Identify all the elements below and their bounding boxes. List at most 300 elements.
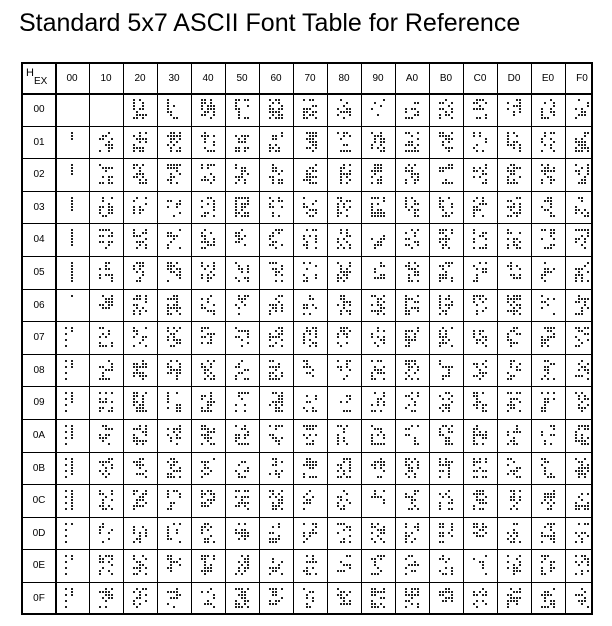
glyph-dot — [476, 407, 478, 409]
glyph-dot — [380, 538, 382, 540]
glyph-dot — [71, 197, 73, 199]
glyph-dot — [176, 117, 178, 119]
glyph-dot — [170, 135, 172, 137]
glyph-dot — [513, 307, 515, 309]
glyph-dot — [380, 360, 382, 362]
glyph-dot — [417, 271, 419, 273]
glyph-dot — [312, 138, 314, 140]
glyph-dot — [142, 555, 144, 557]
glyph-dot — [303, 476, 305, 478]
glyph-dot — [349, 458, 351, 460]
glyph-dot — [587, 105, 589, 107]
glyph-dot — [383, 197, 385, 199]
glyph-dot — [371, 603, 373, 605]
glyph-dot — [343, 164, 345, 166]
glyph-dot — [176, 532, 178, 534]
glyph-dot — [371, 594, 373, 596]
glyph-dot — [507, 265, 509, 267]
glyph-dot — [479, 108, 481, 110]
glyph-dot — [111, 410, 113, 412]
glyph-dot — [578, 564, 580, 566]
glyph-dot — [340, 570, 342, 572]
glyph-dot — [411, 591, 413, 593]
glyph-dot — [575, 117, 577, 119]
glyph-dot — [139, 244, 141, 246]
glyph-dot — [204, 437, 206, 439]
glyph-dot — [553, 476, 555, 478]
glyph-dot — [519, 197, 521, 199]
grid-vertical-line — [395, 64, 396, 613]
glyph-dot — [179, 431, 181, 433]
glyph-dot — [139, 212, 141, 214]
glyph-dot — [275, 425, 277, 427]
glyph-dot — [581, 434, 583, 436]
glyph-dot — [343, 167, 345, 169]
glyph-dot — [105, 591, 107, 593]
glyph-dot — [451, 529, 453, 531]
glyph-dot — [374, 369, 376, 371]
glyph-dot — [519, 241, 521, 243]
glyph-dot — [547, 366, 549, 368]
glyph-dot — [442, 102, 444, 104]
glyph-dot — [513, 212, 515, 214]
glyph-dot — [142, 366, 144, 368]
glyph-dot — [482, 594, 484, 596]
glyph-dot — [275, 538, 277, 540]
glyph-dot — [581, 425, 583, 427]
glyph-dot — [405, 461, 407, 463]
glyph-dot — [272, 111, 274, 113]
glyph-dot — [204, 378, 206, 380]
glyph-dot — [485, 526, 487, 528]
glyph-dot — [244, 490, 246, 492]
glyph-dot — [581, 212, 583, 214]
glyph-dot — [584, 366, 586, 368]
glyph-dot — [544, 458, 546, 460]
glyph-dot — [383, 307, 385, 309]
glyph-dot — [476, 117, 478, 119]
glyph-dot — [241, 372, 243, 374]
glyph-dot — [145, 363, 147, 365]
glyph-dot — [278, 117, 280, 119]
glyph-dot — [281, 470, 283, 472]
glyph-dot — [213, 310, 215, 312]
glyph-dot — [442, 310, 444, 312]
glyph-dot — [473, 247, 475, 249]
glyph-dot — [448, 369, 450, 371]
glyph-dot — [479, 132, 481, 134]
glyph-dot — [71, 401, 73, 403]
glyph-dot — [238, 111, 240, 113]
glyph-dot — [238, 473, 240, 475]
glyph-dot — [173, 117, 175, 119]
glyph-dot — [244, 505, 246, 507]
glyph-dot — [507, 232, 509, 234]
glyph-dot — [383, 443, 385, 445]
glyph-dot — [343, 603, 345, 605]
glyph-dot — [377, 301, 379, 303]
glyph-dot — [111, 212, 113, 214]
glyph-dot — [513, 538, 515, 540]
glyph-dot — [371, 203, 373, 205]
glyph-dot — [306, 111, 308, 113]
glyph-dot — [238, 212, 240, 214]
glyph-dot — [507, 102, 509, 104]
glyph-dot — [346, 476, 348, 478]
glyph-dot — [442, 496, 444, 498]
glyph-dot — [213, 135, 215, 137]
glyph-dot — [244, 410, 246, 412]
glyph-dot — [102, 440, 104, 442]
glyph-dot — [380, 476, 382, 478]
glyph-dot — [411, 470, 413, 472]
glyph-dot — [65, 425, 67, 427]
glyph-dot — [337, 342, 339, 344]
glyph-dot — [303, 114, 305, 116]
glyph-dot — [343, 591, 345, 593]
glyph-dot — [139, 366, 141, 368]
glyph-dot — [269, 532, 271, 534]
glyph-dot — [337, 505, 339, 507]
glyph-dot — [383, 401, 385, 403]
glyph-dot — [136, 307, 138, 309]
glyph-dot — [343, 490, 345, 492]
glyph-dot — [442, 215, 444, 217]
glyph-dot — [241, 197, 243, 199]
glyph-dot — [213, 262, 215, 264]
glyph-dot — [179, 203, 181, 205]
glyph-dot — [451, 573, 453, 575]
glyph-dot — [139, 108, 141, 110]
grid-vertical-line — [463, 64, 464, 613]
glyph-dot — [417, 280, 419, 282]
glyph-dot — [111, 594, 113, 596]
glyph-dot — [133, 372, 135, 374]
glyph-dot — [111, 407, 113, 409]
glyph-dot — [244, 502, 246, 504]
glyph-dot — [142, 114, 144, 116]
glyph-dot — [337, 366, 339, 368]
glyph-dot — [405, 144, 407, 146]
glyph-dot — [343, 295, 345, 297]
glyph-dot — [374, 277, 376, 279]
glyph-dot — [371, 212, 373, 214]
glyph-dot — [346, 108, 348, 110]
glyph-dot — [241, 532, 243, 534]
glyph-dot — [405, 434, 407, 436]
glyph-dot — [201, 232, 203, 234]
glyph-dot — [238, 197, 240, 199]
glyph-dot — [139, 298, 141, 300]
glyph-dot — [507, 138, 509, 140]
glyph-dot — [111, 232, 113, 234]
glyph-dot — [445, 114, 447, 116]
glyph-dot — [482, 493, 484, 495]
glyph-dot — [417, 229, 419, 231]
glyph-dot — [340, 268, 342, 270]
glyph-dot — [235, 573, 237, 575]
glyph-dot — [346, 209, 348, 211]
glyph-dot — [340, 603, 342, 605]
glyph-dot — [414, 108, 416, 110]
glyph-dot — [544, 132, 546, 134]
glyph-dot — [414, 473, 416, 475]
glyph-dot — [309, 173, 311, 175]
glyph-dot — [541, 594, 543, 596]
glyph-dot — [578, 505, 580, 507]
glyph-dot — [417, 209, 419, 211]
glyph-dot — [102, 473, 104, 475]
glyph-dot — [442, 135, 444, 137]
glyph-dot — [374, 247, 376, 249]
glyph-dot — [111, 428, 113, 430]
glyph-dot — [485, 164, 487, 166]
glyph-dot — [337, 425, 339, 427]
glyph-dot — [442, 209, 444, 211]
glyph-dot — [176, 597, 178, 599]
glyph-dot — [448, 398, 450, 400]
glyph-dot — [213, 241, 215, 243]
glyph-dot — [516, 476, 518, 478]
glyph-dot — [374, 141, 376, 143]
glyph-dot — [343, 541, 345, 543]
glyph-dot — [405, 588, 407, 590]
glyph-dot — [371, 378, 373, 380]
glyph-dot — [167, 538, 169, 540]
glyph-dot — [479, 458, 481, 460]
glyph-dot — [587, 167, 589, 169]
glyph-dot — [553, 398, 555, 400]
glyph-dot — [451, 132, 453, 134]
glyph-dot — [213, 150, 215, 152]
glyph-dot — [167, 280, 169, 282]
glyph-dot — [275, 401, 277, 403]
glyph-dot — [442, 573, 444, 575]
glyph-dot — [105, 170, 107, 172]
glyph-dot — [247, 392, 249, 394]
glyph-dot — [544, 167, 546, 169]
glyph-dot — [306, 212, 308, 214]
glyph-dot — [312, 464, 314, 466]
glyph-dot — [269, 150, 271, 152]
glyph-dot — [408, 330, 410, 332]
glyph-dot — [201, 476, 203, 478]
glyph-dot — [340, 99, 342, 101]
glyph-dot — [167, 108, 169, 110]
glyph-dot — [176, 307, 178, 309]
glyph-dot — [204, 336, 206, 338]
glyph-dot — [377, 167, 379, 169]
glyph-dot — [142, 164, 144, 166]
glyph-dot — [349, 173, 351, 175]
glyph-dot — [553, 170, 555, 172]
glyph-dot — [337, 206, 339, 208]
glyph-dot — [476, 197, 478, 199]
glyph-dot — [108, 150, 110, 152]
glyph-dot — [247, 173, 249, 175]
glyph-dot — [213, 105, 215, 107]
glyph-dot — [377, 310, 379, 312]
glyph-dot — [167, 135, 169, 137]
glyph-dot — [176, 437, 178, 439]
glyph-dot — [516, 141, 518, 143]
glyph-dot — [473, 603, 475, 605]
glyph-dot — [411, 461, 413, 463]
glyph-dot — [179, 274, 181, 276]
glyph-dot — [482, 564, 484, 566]
glyph-dot — [142, 150, 144, 152]
glyph-dot — [380, 443, 382, 445]
glyph-dot — [377, 345, 379, 347]
corner-ex-label: EX — [34, 76, 48, 87]
glyph-dot — [213, 428, 215, 430]
glyph-dot — [578, 268, 580, 270]
glyph-dot — [507, 594, 509, 596]
glyph-dot — [303, 262, 305, 264]
glyph-dot — [476, 401, 478, 403]
glyph-dot — [346, 375, 348, 377]
glyph-dot — [176, 428, 178, 430]
glyph-dot — [173, 271, 175, 273]
glyph-dot — [349, 301, 351, 303]
glyph-dot — [201, 274, 203, 276]
glyph-dot — [445, 591, 447, 593]
glyph-dot — [241, 573, 243, 575]
glyph-dot — [275, 135, 277, 137]
glyph-dot — [485, 141, 487, 143]
glyph-dot — [451, 523, 453, 525]
glyph-dot — [278, 215, 280, 217]
glyph-dot — [213, 111, 215, 113]
glyph-dot — [383, 437, 385, 439]
glyph-dot — [451, 443, 453, 445]
glyph-dot — [272, 135, 274, 137]
glyph-dot — [541, 182, 543, 184]
glyph-dot — [479, 401, 481, 403]
glyph-dot — [139, 564, 141, 566]
glyph-dot — [71, 505, 73, 507]
glyph-dot — [111, 167, 113, 169]
glyph-dot — [479, 467, 481, 469]
glyph-dot — [179, 339, 181, 341]
glyph-dot — [139, 99, 141, 101]
glyph-dot — [519, 147, 521, 149]
glyph-dot — [337, 532, 339, 534]
glyph-dot — [445, 138, 447, 140]
glyph-dot — [269, 538, 271, 540]
glyph-dot — [507, 215, 509, 217]
glyph-dot — [176, 378, 178, 380]
glyph-dot — [371, 182, 373, 184]
glyph-dot — [176, 434, 178, 436]
glyph-dot — [312, 203, 314, 205]
glyph-dot — [414, 505, 416, 507]
glyph-dot — [550, 505, 552, 507]
glyph-dot — [105, 229, 107, 231]
glyph-dot — [241, 606, 243, 608]
glyph-dot — [377, 573, 379, 575]
glyph-dot — [241, 135, 243, 137]
glyph-dot — [241, 428, 243, 430]
glyph-dot — [377, 215, 379, 217]
glyph-dot — [414, 538, 416, 540]
glyph-dot — [519, 150, 521, 152]
glyph-dot — [272, 401, 274, 403]
glyph-dot — [210, 372, 212, 374]
glyph-dot — [235, 304, 237, 306]
glyph-dot — [584, 473, 586, 475]
glyph-dot — [210, 342, 212, 344]
glyph-dot — [306, 307, 308, 309]
glyph-dot — [275, 437, 277, 439]
glyph-dot — [99, 555, 101, 557]
glyph-dot — [451, 570, 453, 572]
glyph-dot — [516, 558, 518, 560]
glyph-dot — [247, 490, 249, 492]
glyph-dot — [275, 167, 277, 169]
glyph-dot — [278, 401, 280, 403]
glyph-dot — [213, 209, 215, 211]
glyph-dot — [201, 490, 203, 492]
grid-vertical-line — [565, 64, 566, 613]
row-header-0e: 0E — [32, 560, 46, 572]
glyph-dot — [575, 280, 577, 282]
glyph-dot — [210, 197, 212, 199]
glyph-dot — [241, 215, 243, 217]
glyph-dot — [349, 304, 351, 306]
glyph-dot — [244, 378, 246, 380]
glyph-dot — [485, 431, 487, 433]
glyph-dot — [547, 591, 549, 593]
glyph-dot — [485, 345, 487, 347]
glyph-dot — [278, 443, 280, 445]
glyph-dot — [275, 271, 277, 273]
glyph-dot — [408, 458, 410, 460]
column-header-10: 10 — [100, 73, 112, 84]
glyph-dot — [244, 428, 246, 430]
glyph-dot — [374, 558, 376, 560]
glyph-dot — [139, 114, 141, 116]
glyph-dot — [272, 336, 274, 338]
glyph-dot — [278, 366, 280, 368]
glyph-dot — [272, 437, 274, 439]
glyph-dot — [340, 464, 342, 466]
glyph-dot — [448, 428, 450, 430]
glyph-dot — [139, 295, 141, 297]
glyph-dot — [510, 499, 512, 501]
glyph-dot — [553, 141, 555, 143]
glyph-dot — [207, 490, 209, 492]
glyph-dot — [473, 440, 475, 442]
glyph-dot — [303, 541, 305, 543]
glyph-dot — [142, 375, 144, 377]
glyph-dot — [142, 398, 144, 400]
glyph-dot — [377, 360, 379, 362]
glyph-dot — [451, 508, 453, 510]
glyph-dot — [306, 360, 308, 362]
glyph-dot — [575, 541, 577, 543]
glyph-dot — [278, 378, 280, 380]
glyph-dot — [581, 310, 583, 312]
glyph-dot — [247, 330, 249, 332]
glyph-dot — [315, 342, 317, 344]
glyph-dot — [485, 203, 487, 205]
glyph-dot — [337, 434, 339, 436]
glyph-dot — [445, 573, 447, 575]
glyph-dot — [547, 197, 549, 199]
glyph-dot — [581, 493, 583, 495]
glyph-dot — [553, 600, 555, 602]
